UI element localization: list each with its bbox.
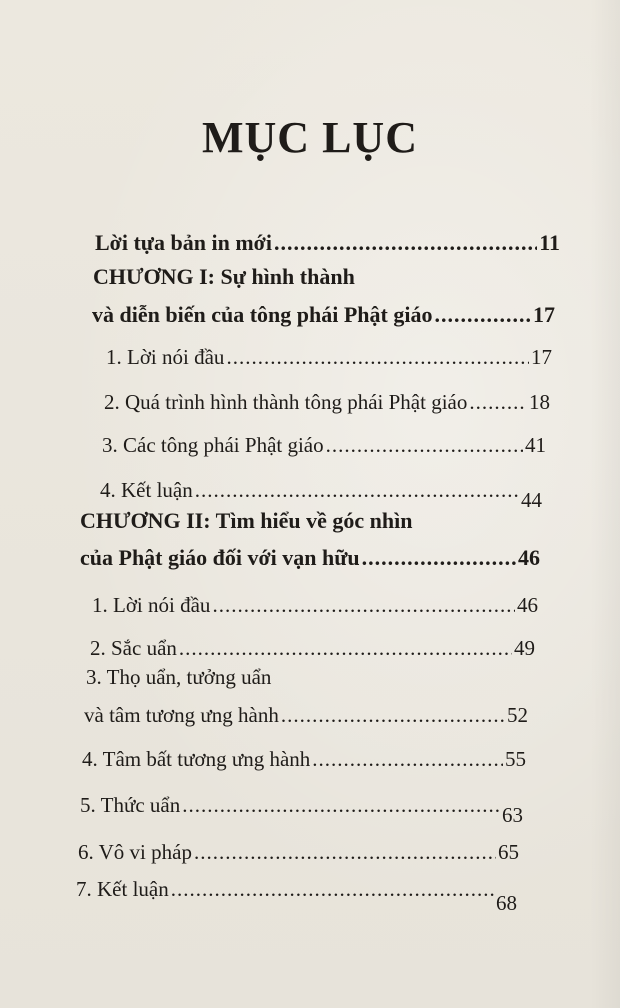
chapter-2-heading-line-2: của Phật giáo đối với vạn hữu bbox=[80, 545, 360, 570]
toc-entry-label: và tâm tương ưng hành bbox=[84, 703, 279, 727]
toc-entry-page: 11 bbox=[539, 230, 560, 255]
toc-entry-2-7 bbox=[76, 877, 517, 915]
toc-entry-page: 17 bbox=[533, 302, 555, 327]
chapter-1-heading-line-1: CHƯƠNG I: Sự hình thành bbox=[93, 264, 355, 289]
toc-entry-chapter-1 bbox=[92, 302, 555, 328]
toc-entry-page: 52 bbox=[507, 703, 528, 727]
toc-entry-1-3 bbox=[102, 433, 546, 458]
chapter-2-heading-line-1: CHƯƠNG II: Tìm hiểu về góc nhìn bbox=[80, 508, 413, 533]
dot-leader bbox=[182, 793, 500, 818]
toc-entry-2-2 bbox=[90, 636, 535, 661]
toc-entry-2-3 bbox=[84, 703, 528, 728]
toc-entry-page: 41 bbox=[525, 433, 546, 457]
dot-leader bbox=[434, 302, 531, 328]
dot-leader bbox=[226, 345, 529, 370]
toc-entry-page: 46 bbox=[517, 593, 538, 617]
toc-entry-page: 17 bbox=[531, 345, 552, 369]
toc-entry-2-1 bbox=[92, 593, 538, 618]
toc-entry-chapter-2 bbox=[80, 545, 540, 571]
toc-entry-label: 4. Tâm bất tương ưng hành bbox=[82, 747, 311, 771]
dot-leader bbox=[274, 230, 537, 256]
toc-entry-page: 63 bbox=[502, 803, 523, 827]
dot-leader bbox=[312, 747, 503, 772]
toc-entry-page: 18 bbox=[529, 390, 550, 414]
dot-leader bbox=[195, 478, 519, 503]
toc-entry-label: 2. Sắc uẩn bbox=[90, 636, 177, 660]
toc-entry-label: 5. Thức uẩn bbox=[80, 793, 181, 817]
toc-entry-page: 44 bbox=[521, 488, 542, 512]
toc-entry-1-4 bbox=[100, 478, 542, 512]
toc-entry-page: 49 bbox=[514, 636, 535, 660]
toc-entry-label: 7. Kết luận bbox=[76, 877, 169, 901]
chapter-1-heading-line-2: và diễn biến của tông phái Phật giáo bbox=[92, 302, 433, 327]
dot-leader bbox=[212, 593, 515, 618]
toc-entry-1-1 bbox=[106, 345, 552, 370]
dot-leader bbox=[281, 703, 505, 728]
toc-entry-page: 65 bbox=[498, 840, 519, 864]
toc-entry-2-6 bbox=[78, 840, 519, 865]
dot-leader bbox=[194, 840, 496, 865]
toc-entry-2-3-line-1: 3. Thọ uẩn, tưởng uẩn bbox=[86, 665, 272, 689]
dot-leader bbox=[179, 636, 512, 661]
toc-entry-2-4 bbox=[82, 747, 526, 772]
toc-entry-label: 3. Các tông phái Phật giáo bbox=[102, 433, 324, 457]
toc-entry-label: Lời tựa bản in mới bbox=[95, 230, 272, 255]
toc-entry-page: 68 bbox=[496, 891, 517, 915]
dot-leader bbox=[362, 545, 516, 571]
toc-entry-label: 6. Vô vi pháp bbox=[78, 840, 192, 864]
toc-entry-1-2 bbox=[104, 390, 550, 415]
dot-leader bbox=[171, 877, 494, 902]
toc-entry-label: 4. Kết luận bbox=[100, 478, 193, 502]
toc-entry-label: 1. Lời nói đầu bbox=[106, 345, 225, 369]
toc-entry-page: 46 bbox=[518, 545, 540, 570]
toc-entry-label: 1. Lời nói đầu bbox=[92, 593, 211, 617]
toc-entry-2-5 bbox=[80, 793, 523, 827]
dot-leader bbox=[469, 390, 527, 415]
page-title: MỤC LỤC bbox=[202, 113, 418, 162]
dot-leader bbox=[326, 433, 523, 458]
toc-entry-label: 2. Quá trình hình thành tông phái Phật giáo bbox=[104, 390, 468, 414]
toc-entry-page: 55 bbox=[505, 747, 526, 771]
toc-entry-preface bbox=[95, 230, 560, 256]
